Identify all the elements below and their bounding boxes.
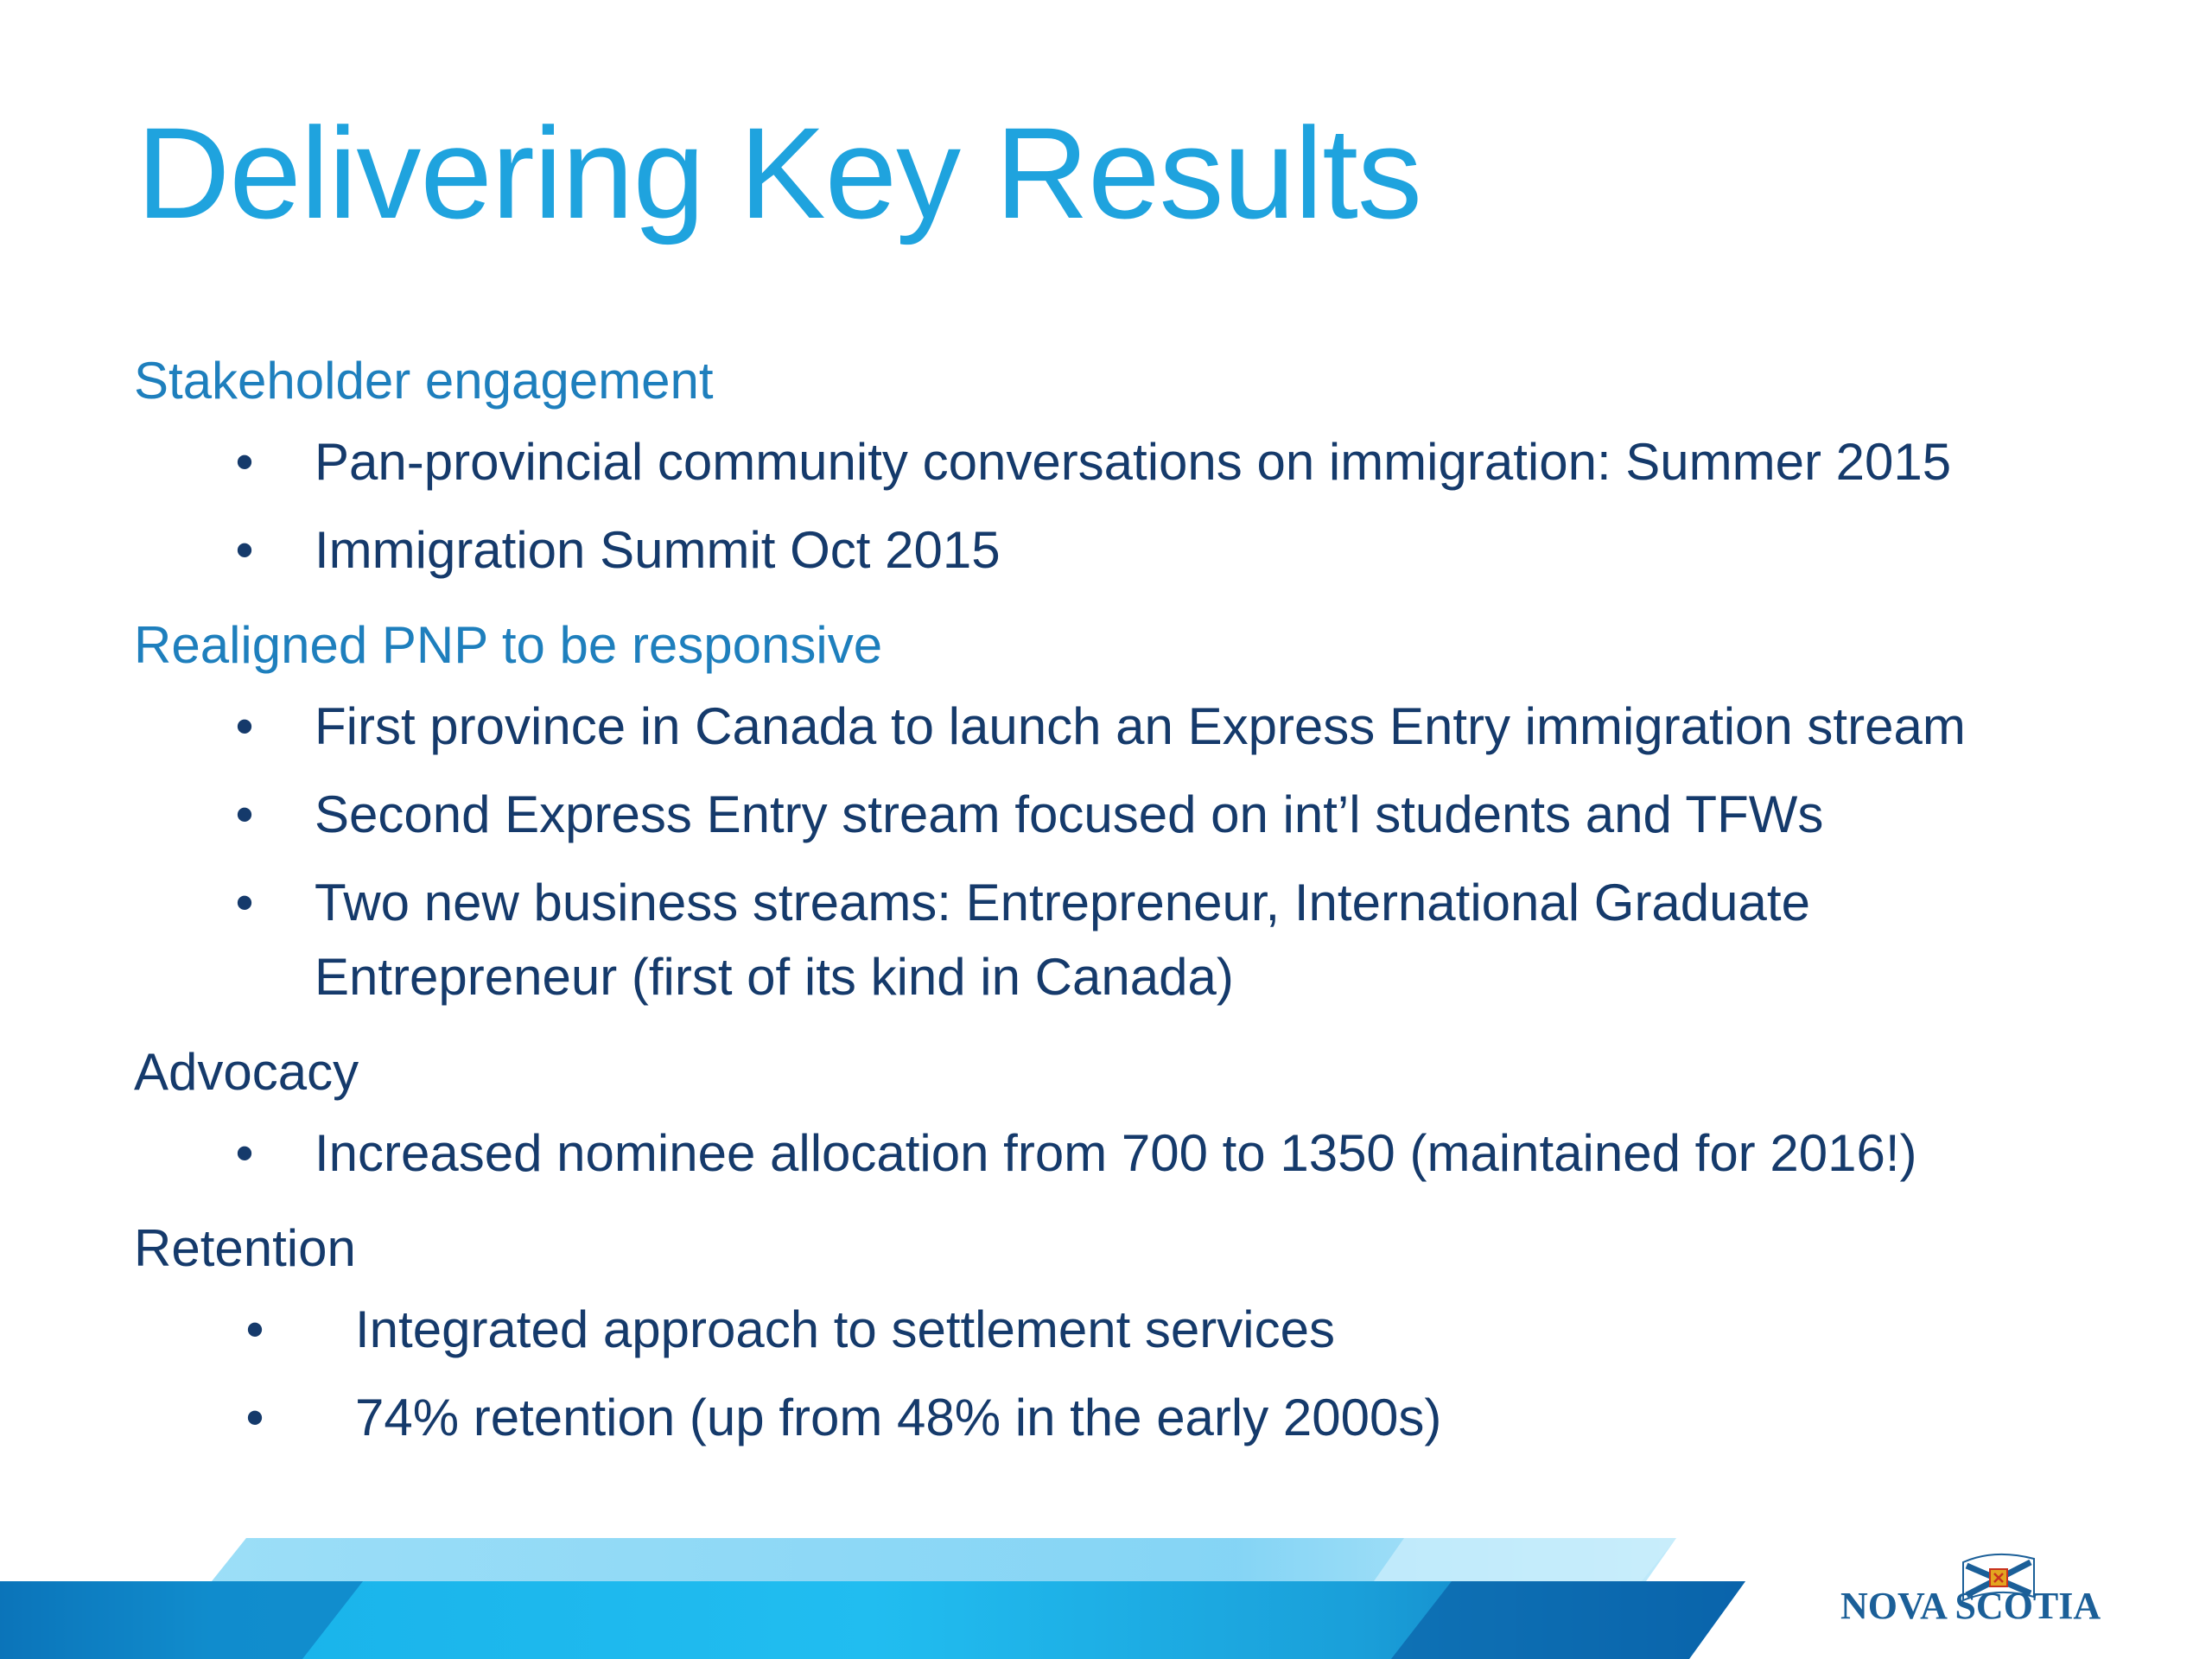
section-stakeholder-engagement (134, 337, 2147, 588)
list-item-text: Immigration Summit Oct 2015 (315, 521, 1001, 579)
section-heading: Realigned PNP to be responsive (134, 616, 883, 674)
list-item-text: 74% retention (up from 48% in the early 2000s) (355, 1389, 1442, 1446)
bullet-icon: • (235, 433, 254, 491)
list-item-text: First province in Canada to launch an Express Entry immigration stream (315, 697, 1966, 755)
bullet-icon: • (235, 785, 254, 843)
list-item-text-continued: Entrepreneur (first of its kind in Canada) (315, 948, 1234, 1006)
footer-band-accent-strip (1374, 1538, 1676, 1581)
logo-text: NOVA SCOTIA (1840, 1585, 2101, 1627)
bullet-icon: • (235, 697, 254, 755)
list-item (134, 1116, 2147, 1191)
list-item-text: Integrated approach to settlement services (355, 1300, 1335, 1358)
list-item (134, 866, 2147, 1014)
bullet-icon: • (235, 521, 254, 579)
section-advocacy (134, 1028, 2147, 1191)
section-heading: Retention (134, 1219, 356, 1277)
list-item (134, 1293, 2147, 1367)
bullet-icon: • (235, 874, 254, 931)
list-item (134, 1381, 2147, 1455)
footer-band-dark-right (1391, 1581, 1745, 1659)
list-item-text: Two new business streams: Entrepreneur, International Graduate (315, 874, 1810, 931)
list-item-text: Increased nominee allocation from 700 to 1350 (maintained for 2016!) (315, 1124, 1917, 1182)
list-item (134, 425, 2147, 499)
section-heading: Advocacy (134, 1043, 359, 1101)
slide-body (134, 337, 2147, 1469)
section-heading: Stakeholder engagement (134, 352, 714, 410)
slide-title: Delivering Key Results (137, 100, 1421, 245)
bullet-icon: • (245, 1300, 264, 1358)
bullet-icon: • (235, 1124, 254, 1182)
section-realigned-pnp (134, 601, 2147, 1014)
footer-band-dark-left (0, 1581, 363, 1659)
list-item (134, 690, 2147, 764)
nova-scotia-logo (1840, 1547, 2134, 1633)
list-item (134, 513, 2147, 588)
bullet-icon: • (245, 1389, 264, 1446)
list-item (134, 778, 2147, 852)
section-retention (134, 1205, 2147, 1455)
list-item-text: Second Express Entry stream focused on int’l students and TFWs (315, 785, 1824, 843)
list-item-text: Pan-provincial community conversations on immigration: Summer 2015 (315, 433, 1952, 491)
